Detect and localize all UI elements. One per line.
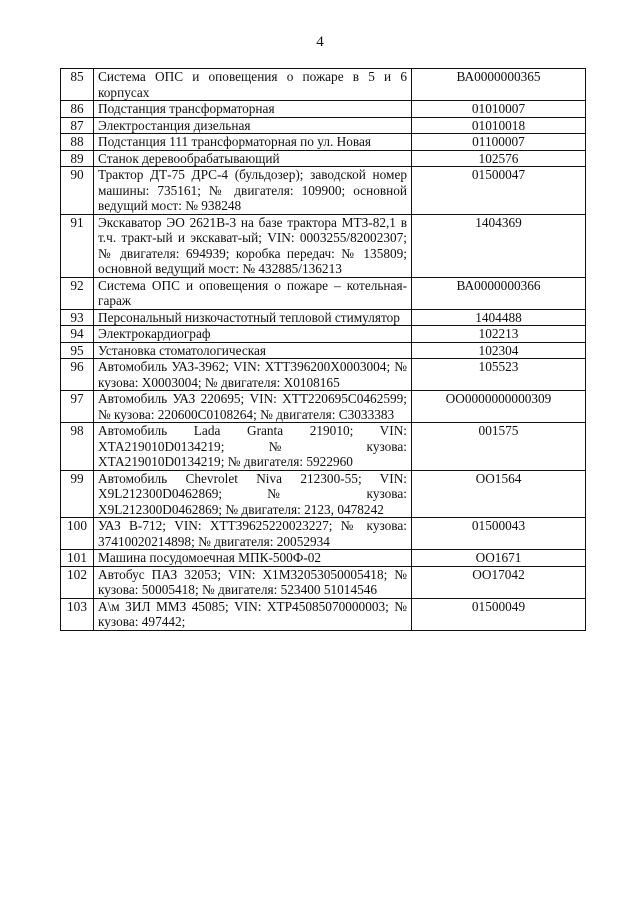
row-description-cell: Автомобиль Chevrolet Niva 212300-55; VIN: X9L212300D0462869; № кузова: X9L212300D0462869; № двигателя: 2123, 0478242 <box>94 470 412 518</box>
row-description-cell: Автомобиль Lada Granta 219010; VIN: ХТА219010D0134219; № кузова: ХТА219010D0134219; № двигателя: 5922960 <box>94 423 412 471</box>
row-inventory-code-cell: ВА0000000366 <box>412 277 586 309</box>
inventory-table <box>60 68 586 631</box>
table-row <box>61 167 586 215</box>
row-description-cell: Электрокардиограф <box>94 326 412 343</box>
row-inventory-code-cell: 01100007 <box>412 134 586 151</box>
table-row <box>61 214 586 277</box>
table-row <box>61 518 586 550</box>
row-number-cell: 99 <box>61 470 94 518</box>
row-number-cell: 98 <box>61 423 94 471</box>
table-row <box>61 101 586 118</box>
row-number-cell: 86 <box>61 101 94 118</box>
row-number-cell: 87 <box>61 117 94 134</box>
row-inventory-code-cell: 01500047 <box>412 167 586 215</box>
row-number-cell: 90 <box>61 167 94 215</box>
row-inventory-code-cell: 01010007 <box>412 101 586 118</box>
table-row <box>61 150 586 167</box>
table-row <box>61 550 586 567</box>
row-inventory-code-cell: 01500049 <box>412 598 586 630</box>
row-number-cell: 89 <box>61 150 94 167</box>
table-row <box>61 470 586 518</box>
row-inventory-code-cell: 102576 <box>412 150 586 167</box>
table-row <box>61 309 586 326</box>
table-row <box>61 277 586 309</box>
row-description-cell: Машина посудомоечная МПК-500Ф-02 <box>94 550 412 567</box>
row-inventory-code-cell: 102213 <box>412 326 586 343</box>
row-description-cell: Система ОПС и оповещения о пожаре в 5 и 6 корпусах <box>94 69 412 101</box>
row-inventory-code-cell: 102304 <box>412 342 586 359</box>
row-inventory-code-cell: 01010018 <box>412 117 586 134</box>
row-description-cell: Подстанция 111 трансформаторная по ул. Новая <box>94 134 412 151</box>
row-inventory-code-cell: 105523 <box>412 359 586 391</box>
table-row <box>61 342 586 359</box>
row-number-cell: 95 <box>61 342 94 359</box>
row-inventory-code-cell: 01500043 <box>412 518 586 550</box>
row-description-cell: Станок деревообрабатывающий <box>94 150 412 167</box>
table-row <box>61 423 586 471</box>
row-number-cell: 103 <box>61 598 94 630</box>
row-description-cell: Автомобиль УАЗ 220695; VIN: ХТТ220695С0462599; № кузова: 220600С0108264; № двигателя: С3033383 <box>94 391 412 423</box>
row-number-cell: 100 <box>61 518 94 550</box>
table-row <box>61 134 586 151</box>
row-description-cell: Подстанция трансформаторная <box>94 101 412 118</box>
table-row <box>61 69 586 101</box>
row-description-cell: Персональный низкочастотный тепловой стимулятор <box>94 309 412 326</box>
row-inventory-code-cell: ОО0000000000309 <box>412 391 586 423</box>
row-inventory-code-cell: 001575 <box>412 423 586 471</box>
table-row <box>61 566 586 598</box>
table-row <box>61 391 586 423</box>
row-description-cell: Трактор ДТ-75 ДРС-4 (бульдозер); заводской номер машины: 735161; № двигателя: 109900; основной ведущий мост: № 938248 <box>94 167 412 215</box>
row-number-cell: 85 <box>61 69 94 101</box>
row-inventory-code-cell: 1404369 <box>412 214 586 277</box>
row-number-cell: 92 <box>61 277 94 309</box>
row-inventory-code-cell: ОО17042 <box>412 566 586 598</box>
inventory-table-body <box>61 69 586 631</box>
row-description-cell: А\м ЗИЛ ММЗ 45085; VIN: ХТР45085070000003; № кузова: 497442; <box>94 598 412 630</box>
row-description-cell: Экскаватор ЭО 2621В-3 на базе трактора МТЗ-82,1 в т.ч. тракт-ый и экскават-ый; VIN: 0003255/82002307; № двигателя: 694939; коробка передач: № 135809; основной ведущий мост: № 432885/136213 <box>94 214 412 277</box>
row-number-cell: 101 <box>61 550 94 567</box>
row-number-cell: 88 <box>61 134 94 151</box>
table-row <box>61 359 586 391</box>
table-row <box>61 598 586 630</box>
row-number-cell: 102 <box>61 566 94 598</box>
row-description-cell: Электростанция дизельная <box>94 117 412 134</box>
row-description-cell: Автомобиль УАЗ-3962; VIN: ХТТ396200Х0003004; № кузова: Х0003004; № двигателя: Х0108165 <box>94 359 412 391</box>
row-description-cell: Система ОПС и оповещения о пожаре – котельная-гараж <box>94 277 412 309</box>
row-description-cell: УАЗ В-712; VIN: ХТТ39625220023227; № кузова: 37410020214898; № двигателя: 20052934 <box>94 518 412 550</box>
row-number-cell: 94 <box>61 326 94 343</box>
row-description-cell: Установка стоматологическая <box>94 342 412 359</box>
row-inventory-code-cell: ВА0000000365 <box>412 69 586 101</box>
row-inventory-code-cell: 1404488 <box>412 309 586 326</box>
row-number-cell: 93 <box>61 309 94 326</box>
row-number-cell: 96 <box>61 359 94 391</box>
row-number-cell: 97 <box>61 391 94 423</box>
table-row <box>61 326 586 343</box>
page-number: 4 <box>316 34 324 50</box>
row-description-cell: Автобус ПАЗ 32053; VIN: Х1М32053050005418; № кузова: 50005418; № двигателя: 523400 51014546 <box>94 566 412 598</box>
row-number-cell: 91 <box>61 214 94 277</box>
table-row <box>61 117 586 134</box>
row-inventory-code-cell: ОО1671 <box>412 550 586 567</box>
row-inventory-code-cell: ОО1564 <box>412 470 586 518</box>
